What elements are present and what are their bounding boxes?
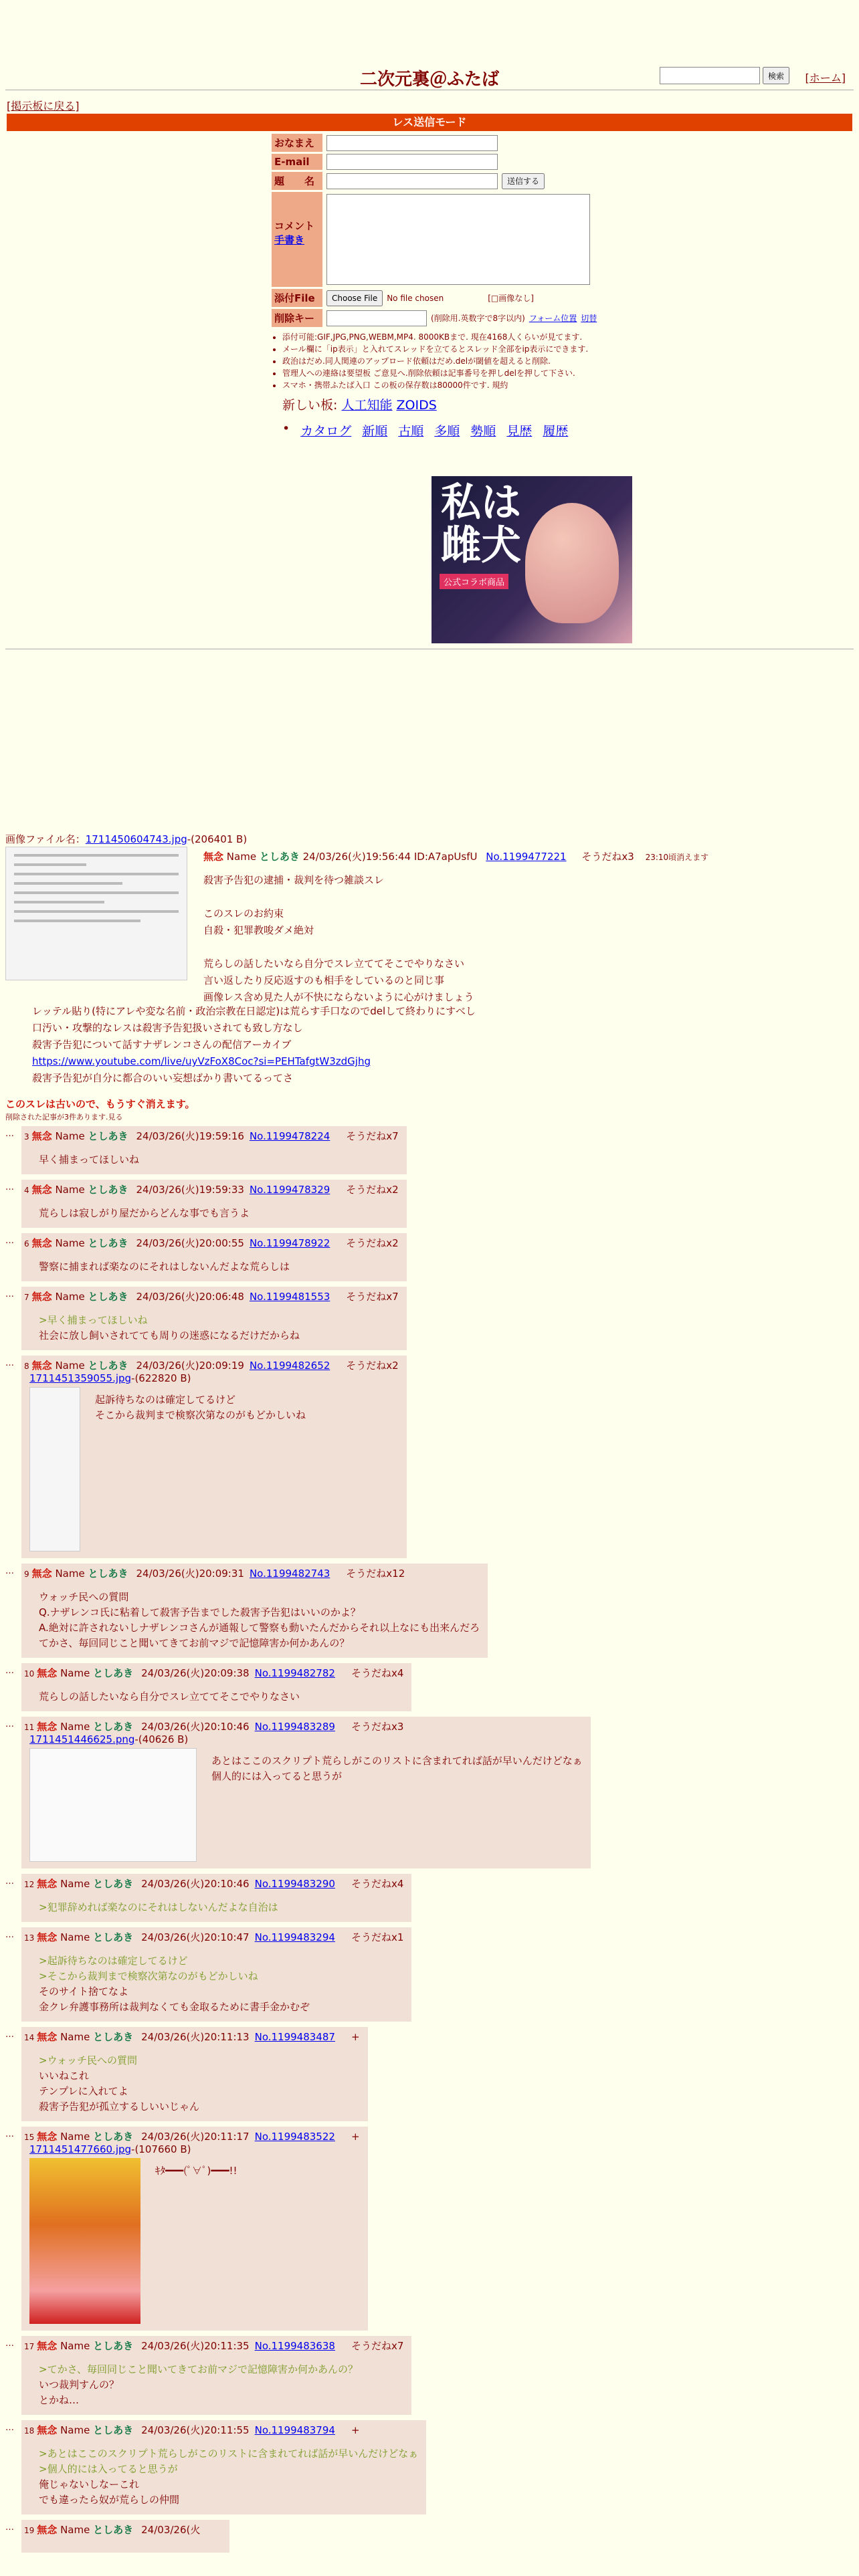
poster-name: としあき [93,2524,134,2536]
sodane-button[interactable]: そうだねx3 [351,1721,404,1733]
reply-line: Q.ナザレンコ氏に粘着して殺害予告までした殺害予告犯はいいのかよ？ [39,1606,361,1618]
reply-line: 社会に放し飼いされてても周りの迷惑になるだけだからね [39,1329,300,1341]
reply-line: 殺害予告犯が孤立するしいいじゃん [39,2101,200,2113]
reply-box [21,2420,426,2514]
reply-marker: … [5,1358,14,1368]
reply-line: >早く捕まってほしいね [39,1314,148,1326]
ad-subtitle: 公式コラボ商品 [440,574,508,589]
sodane-button[interactable]: そうだねx1 [351,1931,404,1943]
reply-post [5,1874,808,1922]
reply-index: 18 [24,2426,35,2436]
reply-post [5,1287,808,1350]
reply-body [24,2053,360,2115]
reply-line: A.絶対に許されないしナザレンコさんが通報して警察も動いたんだからそれ以上なにも出来んだろ [39,1622,480,1634]
post-number-link[interactable]: No.1199483289 [254,1721,335,1733]
name-label: おなまえ [272,134,322,152]
reply-header [24,1876,403,1891]
reply-box [21,2336,411,2415]
name-label: Name [60,1878,90,1890]
reply-marker: … [5,1289,14,1299]
reply-body [206,1753,583,1862]
reply-header [24,1719,583,1733]
post-form [272,134,606,439]
sort-momentum-link[interactable]: 勢順 [470,424,496,439]
search-button[interactable]: 検索 [763,67,789,84]
reply-index: 13 [24,1933,35,1943]
new-boards-label: 新しい板: [282,398,338,413]
sodane-button[interactable]: そうだねx4 [351,1878,404,1890]
sodane-button[interactable]: + [351,2424,360,2436]
ad-banner[interactable] [432,476,632,643]
post-number-link[interactable]: No.1199483294 [254,1931,335,1943]
post-subject: 無念 [37,1667,58,1679]
reply-header [24,2523,221,2537]
post-date: 24/03/26(火)19:56:44 ID:A7apUsfU [302,851,478,863]
reply-box [21,1126,407,1174]
reply-line: 早く捕まってほしいね [39,1154,140,1166]
reply-index: 3 [24,1132,29,1142]
comment-label [272,192,322,287]
reply-box [21,1874,411,1922]
post-date: 24/03/26(火)20:11:13 [141,2031,250,2043]
reply-marker: … [5,1876,14,1887]
board-link-zoids[interactable]: ZOIDS [396,398,437,413]
reply-body [150,2163,237,2324]
rule-item: • 政治はだめ.同人関連のアップロード依頼はだめ.delが閾値を超えると削除. [282,355,606,367]
reply-index: 7 [24,1293,29,1302]
file-size: -(622820 B) [131,1372,191,1384]
poster-name: としあき [93,2424,134,2436]
search-input[interactable] [660,67,760,84]
view-history-link[interactable]: 見歴 [506,424,533,439]
reply-thumbnail[interactable] [29,2158,140,2324]
reply-marker: … [5,1666,14,1676]
reply-box [21,1663,411,1711]
name-label: Name [55,1360,85,1372]
file-label-text: 画像ファイル名： [5,833,86,845]
post-number-link[interactable]: No.1199477221 [486,851,567,863]
reply-file-link[interactable]: 1711451477660.jpg [29,2143,132,2155]
op-post [5,832,741,1084]
rule-item: • スマホ・携帯ふたば入口 この板の保存数は80000件です. 規約 [282,379,606,391]
reply-index: 4 [24,1186,29,1195]
reply-marker: … [5,1129,14,1139]
rule-item: • 管理人への連絡は要望板 ご意見へ.削除依頼は記事番号を押しdelを押して下さい. [282,367,606,379]
reply-box [21,1287,407,1350]
reply-box [21,2027,368,2121]
deleted-notice[interactable]: 削除された記事が3件あります.見る [5,1113,123,1121]
poster-name: としあき [93,1721,134,1733]
reply-line: >あとはここのスクリプト荒らしがこのリストに含まれてれば話が早いんだけどなぁ [39,2448,419,2460]
post-subject: 無念 [37,2524,58,2536]
subject-label: 題 名 [272,172,322,190]
reply-header [24,1236,399,1250]
expiry-warning: このスレは古いので、もうすぐ消えます。 [5,1098,195,1110]
reply-header [24,1129,399,1143]
reply-post [5,1356,808,1558]
reply-file-line [29,2143,360,2155]
reply-file-line [29,1372,399,1384]
reply-post [5,1233,808,1281]
rule-item: • 添付可能:GIF,JPG,PNG,WEBM,MP4. 8000KBまで. 現在4168人くらいが見てます. [282,331,606,343]
sodane-button[interactable]: + [351,2031,360,2043]
reply-file-line [29,1733,583,1745]
poster-name: としあき [88,1130,128,1142]
name-label: Name [60,1667,90,1679]
reply-line: いつ裁判すんの？ [39,2379,120,2391]
reply-marker: … [5,1236,14,1246]
reply-post [5,1927,808,2022]
reply-list [5,1121,808,2553]
reply-index: 10 [24,1669,35,1679]
reply-marker: … [5,1182,14,1192]
reply-line: 荒らしの話したいなら自分でスレ立ててそこでやりなさい [39,1691,300,1703]
no-file-text: No file chosen [387,293,444,303]
handwrite-link[interactable]: 手書き [274,234,305,246]
reply-body [90,1392,306,1551]
reply-line: ウォッチ民への質問 [39,1591,129,1603]
delkey-label: 削除キー [272,309,322,327]
file-size: -(107660 B) [131,2143,191,2155]
new-boards [272,395,606,413]
post-date: 24/03/26(火)20:11:17 [141,2131,250,2143]
reply-body [24,1259,399,1275]
post-subject: 無念 [37,2031,58,2043]
file-label: 添付File [272,289,322,307]
post-subject: 無念 [37,1878,58,1890]
name-label: Name [60,2340,90,2352]
reply-body [24,1313,399,1344]
reply-marker: … [5,2030,14,2040]
reply-index: 17 [24,2342,35,2351]
op-thumbnail[interactable] [5,847,187,980]
reply-post [5,2027,808,2121]
reply-marker: … [5,1930,14,1940]
reply-body [24,2446,418,2508]
post-subject: 無念 [37,1931,58,1943]
post-subject: 無念 [37,2131,58,2143]
comment-textarea[interactable] [326,194,590,285]
post-subject: 無念 [31,1184,52,1196]
reply-body [24,2362,403,2408]
post-number-link[interactable]: No.1199482652 [249,1360,330,1372]
reply-marker: … [5,2523,14,2533]
reply-index: 15 [24,2133,35,2142]
reply-post [5,1564,808,1658]
reply-post [5,1126,808,1174]
name-label: Name [60,2031,90,2043]
sodane-button[interactable]: そうだねx7 [346,1291,399,1303]
reply-header [24,1666,403,1680]
reply-index: 11 [24,1723,35,1732]
post-subject: 無念 [31,1291,52,1303]
reply-file-link[interactable]: 1711451359055.jpg [29,1372,132,1384]
post-date: 24/03/26(火 [141,2524,201,2536]
post-number-link[interactable]: No.1199478224 [249,1130,330,1142]
op-body-text: レッテル貼り(特にアレや変な名前・政治宗教在日認定)は荒らす手口なのでdelして終わりにすべし 口汚い・攻撃的なレスは殺害予告犯扱いされても致し方なし 殺害予告犯について話すナザレンコさんの配信アーカイブ [32,1005,476,1051]
reply-line: そのサイト捨てなよ [39,1985,128,1998]
no-image-toggle[interactable]: [□画像なし] [488,294,534,303]
reply-post [5,2420,808,2514]
reply-header [24,2129,360,2143]
reply-line: >そこから裁判まで検察次第なのがもどかしいね [39,1970,258,1982]
ad-text: 私は雌犬 [441,479,521,569]
reply-post [5,1180,808,1228]
site-title: 二次元裏＠ふたば [359,70,499,90]
post-date: 24/03/26(火)20:10:47 [141,1931,250,1943]
header [0,0,859,112]
poster-name: としあき [93,1931,134,1943]
name-label: Name [60,2524,90,2536]
poster-name: としあき [88,1568,128,1580]
sodane-button[interactable]: そうだねx7 [351,2340,404,2352]
name-label: Name [55,1130,85,1142]
reply-line: でも違ったら奴が荒らしの仲間 [39,2494,180,2506]
poster-name: としあき [93,1667,134,1679]
reply-line: ｷﾀ━━━(ﾟ∀ﾟ)━━━!! [155,2165,237,2177]
post-number-link[interactable]: No.1199478329 [249,1184,330,1196]
op-body-tail: 殺害予告犯が自分に都合のいい妄想ばかり書いてるってさ [32,1072,294,1084]
reply-index: 14 [24,2033,35,2042]
reply-box [21,1356,407,1558]
reply-header [24,1930,403,1944]
reply-box [21,1927,411,2022]
name-field[interactable] [326,135,498,151]
name-label: Name [60,2424,90,2436]
name-label: Name [55,1568,85,1580]
reply-post [5,2336,808,2415]
poster-name: としあき [259,851,300,863]
reply-post [5,2127,808,2331]
reply-body [24,1590,480,1651]
back-to-board-link[interactable]: [掲示板に戻る] [7,100,80,112]
reply-box [21,1564,488,1658]
reply-line: >てかさ、毎回同じこと聞いてきてお前マジで記憶障害か何かあんの？ [39,2363,358,2375]
post-date: 24/03/26(火)20:10:46 [141,1721,250,1733]
reply-body [24,1689,403,1705]
reply-index: 8 [24,1362,29,1371]
reply-post [5,1663,808,1711]
post-date: 24/03/26(火)20:00:55 [136,1237,244,1249]
reply-line: テンプレに入れてよ [39,2085,128,2097]
reply-line: 警察に捕まれば楽なのにそれはしないんだよな荒らしは [39,1261,290,1273]
reply-index: 6 [24,1239,29,1249]
post-number-link[interactable]: No.1199481553 [249,1291,330,1303]
reply-index: 19 [24,2526,35,2535]
poster-name: としあき [93,2031,134,2043]
name-label: Name [55,1184,85,1196]
reply-header [24,1289,399,1303]
op-body-continued [32,1003,476,1087]
reply-marker: … [5,2129,14,2139]
reply-index: 9 [24,1570,29,1579]
reply-box [21,2127,368,2331]
reply-thumbnail[interactable] [29,1387,80,1551]
search-bar [660,67,789,84]
reply-header [24,1182,399,1196]
reply-post [5,2520,808,2553]
sort-old-link[interactable]: 古順 [398,424,424,439]
post-number-link[interactable]: No.1199482782 [254,1667,335,1679]
sodane-button[interactable]: そうだねx2 [346,1184,399,1196]
reply-line: いいねこれ [39,2070,90,2082]
reply-marker: … [5,1566,14,1576]
reply-index: 12 [24,1880,35,1889]
post-date: 24/03/26(火)20:09:19 [136,1360,244,1372]
sort-new-link[interactable]: 新順 [362,424,388,439]
sort-many-link[interactable]: 多順 [434,424,460,439]
reply-header [24,1566,480,1580]
post-subject: 無念 [37,2424,58,2436]
reply-line: >犯罪辞めれば楽なのにそれはしないんだよな自治は [39,1901,278,1913]
op-file-link[interactable]: 1711450604743.jpg [85,833,187,845]
history-link[interactable]: 履歴 [543,424,569,439]
reply-line: 起訴待ちなのは確定してるけど [95,1394,236,1406]
post-subject: 無念 [31,1237,52,1249]
email-field[interactable] [326,154,498,170]
poster-name: としあき [88,1291,128,1303]
reply-marker: … [5,2339,14,2349]
reply-header [24,2423,418,2437]
reply-header [24,1358,399,1372]
reply-line: てかさ、毎回同じこと聞いてきてお前マジで記憶障害か何かあんの？ [39,1637,350,1649]
board-link-ai[interactable]: 人工知能 [341,398,393,413]
reply-box [21,1233,407,1281]
post-subject: 無念 [31,1130,52,1142]
poster-name: としあき [88,1184,128,1196]
post-number-link[interactable]: No.1199483487 [254,2031,335,2043]
toggle-link[interactable]: 切替 [581,314,597,323]
reply-line: >個人的には入ってると思うが [39,2463,178,2475]
reply-marker: … [5,1719,14,1729]
reply-line: 荒らしは寂しがり屋だからどんな事でも言うよ [39,1207,250,1219]
rules-list [272,331,606,391]
reply-line: 金クレ弁護事務所は裁判なくても金取るために書手金かむぞ [39,2001,310,2013]
poster-name: としあき [93,1878,134,1890]
reply-box [21,1180,407,1228]
poster-name: としあき [93,2131,134,2143]
reply-header [24,2339,403,2353]
reply-box [21,1717,591,1868]
catalog-link[interactable]: カタログ [300,424,352,439]
name-label: Name [226,851,257,863]
reply-body [24,1206,399,1221]
name-label: Name [60,1721,90,1733]
post-date: 24/03/26(火)19:59:33 [136,1184,244,1196]
reply-line: >ウォッチ民への質問 [39,2054,137,2066]
expiry-text: 23:10頃消えます [645,853,709,862]
reply-body [24,1152,399,1168]
subject-field[interactable] [326,173,498,189]
file-size: -(40626 B) [134,1733,189,1745]
delkey-field[interactable] [326,310,427,326]
post-subject: 無念 [37,2340,58,2352]
post-date: 24/03/26(火)20:09:38 [141,1667,250,1679]
post-number-link[interactable]: No.1199482743 [249,1568,330,1580]
reply-line: >起訴待ちなのは確定してるけど [39,1955,188,1967]
reply-line: あとはここのスクリプト荒らしがこのリストに含まれてれば話が早いんだけどなぁ [211,1755,583,1767]
reply-marker: … [5,2423,14,2433]
name-label: Name [55,1237,85,1249]
op-header [203,849,708,863]
poster-name: としあき [88,1237,128,1249]
ad-figure [525,503,619,623]
sodane-button[interactable]: そうだねx2 [346,1237,399,1249]
reply-line: 俺じゃないしなーこれ [39,2478,140,2490]
post-subject: 無念 [31,1568,52,1580]
post-subject: 無念 [37,1721,58,1733]
post-subject: 無念 [203,851,224,863]
post-number-link[interactable]: No.1199483290 [254,1878,335,1890]
reply-line: とかね… [39,2394,80,2406]
post-date: 24/03/26(火)20:10:46 [141,1878,250,1890]
sodane-button[interactable]: そうだねx12 [346,1568,405,1580]
post-date: 24/03/26(火)19:59:16 [136,1130,244,1142]
email-label: E-mail [272,154,322,170]
post-number-link[interactable]: No.1199483638 [254,2340,335,2352]
post-date: 24/03/26(火)20:11:35 [141,2340,250,2352]
sodane-button[interactable]: そうだねx4 [351,1667,404,1679]
reply-file-link[interactable]: 1711451446625.png [29,1733,135,1745]
sodane-button[interactable]: そうだねx3 [581,851,634,863]
op-body: 殺害予告犯の逮捕・裁判を待つ雑談スレ このスレのお約束 自殺・犯罪教唆ダメ絶対 荒らしの話したいなら自分でスレ立ててそこでやりなさい 言い返したり反応返すのも相手をしているのと同じ事 画像レス含め見た人が不快にならないように心がけましょう [203,874,474,1003]
comment-label-text: コメント [274,220,315,232]
file-size: -(206401 B) [187,833,248,845]
reply-post [5,1717,808,1868]
name-label: Name [55,1291,85,1303]
reply-body [24,1953,403,2015]
sodane-button[interactable]: + [351,2131,360,2143]
reply-body [24,1900,403,1915]
reply-thumbnail[interactable] [29,1748,197,1862]
post-number-link[interactable]: No.1199483794 [254,2424,335,2436]
op-file-line [5,832,741,846]
poster-name: としあき [93,2340,134,2352]
submit-button[interactable]: 送信する [502,173,545,189]
post-subject: 無念 [31,1360,52,1372]
name-label: Name [60,1931,90,1943]
name-label: Name [60,2131,90,2143]
reply-header [24,2030,360,2044]
reply-line: 個人的には入ってると思うが [211,1770,343,1782]
poster-name: としあき [88,1360,128,1372]
choose-file-button[interactable]: Choose File [326,290,383,306]
reply-mode-bar: レス送信モード [7,114,852,131]
sodane-button[interactable]: そうだねx7 [346,1130,399,1142]
post-date: 24/03/26(火)20:09:31 [136,1568,244,1580]
reply-box [21,2520,229,2553]
youtube-link[interactable]: https://www.youtube.com/live/uyVzFoX8Coc?si=PEHTafgtW3zdGjhg [32,1055,371,1067]
post-date: 24/03/26(火)20:11:55 [141,2424,250,2436]
post-number-link[interactable]: No.1199478922 [249,1237,330,1249]
reply-line: そこから裁判まで検察次第なのがもどかしいね [95,1409,306,1421]
home-link[interactable]: [ホーム] [805,72,846,84]
sodane-button[interactable]: そうだねx2 [346,1360,399,1372]
rule-item: • メール欄に「ip表示」と入れてスレッドを立てるとスレッド全部をip表示にできます. [282,343,606,355]
post-date: 24/03/26(火)20:06:48 [136,1291,244,1303]
catalog-nav: • カタログ 新順 古順 多順 勢順 見歴 履歴 [282,421,569,439]
delkey-note: (削除用.英数字で8字以内) [431,314,525,323]
post-number-link[interactable]: No.1199483522 [254,2131,335,2143]
form-position-link[interactable]: フォーム位置 [529,314,577,323]
